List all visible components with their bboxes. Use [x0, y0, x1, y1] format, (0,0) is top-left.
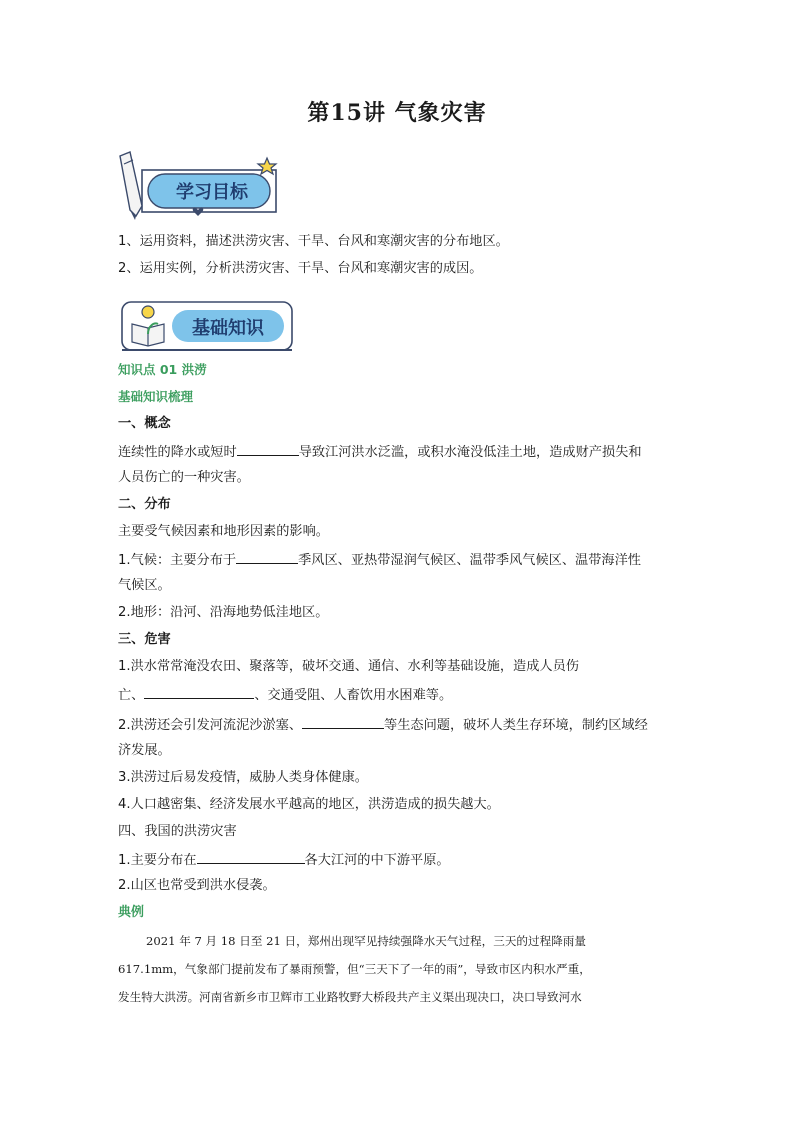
harm2-line-2: 济发展。 [118, 743, 171, 758]
distribution-intro: 主要受气候因素和地形因素的影响。 [118, 524, 329, 539]
objectives-badge-label: 学习目标 [176, 182, 248, 203]
concept-line-2: 人员伤亡的一种灾害。 [118, 470, 250, 485]
harm3-line: 3.洪涝过后易发疫情，威胁人类身体健康。 [118, 770, 368, 785]
harm4-line: 4.人口越密集、经济发展水平越高的地区，洪涝造成的损失越大。 [118, 797, 500, 812]
heading-china: 四、我国的洪涝灾害 [118, 824, 237, 839]
blank-field[interactable] [236, 549, 298, 564]
blank-field[interactable] [302, 714, 384, 729]
terrain-line: 2.地形：沿河、沿海地势低洼地区。 [118, 605, 329, 620]
knowledge-point-heading: 知识点 01 洪涝 [118, 362, 207, 377]
concept-line-1: 连续性的降水或短时 导致江河洪水泛滥，或积水淹没低洼土地，造成财产损失和 [118, 441, 642, 463]
china2-line: 2.山区也常受到洪水侵袭。 [118, 878, 276, 893]
basics-badge-label: 基础知识 [192, 318, 264, 339]
example-label: 典例 [118, 905, 145, 920]
harm1-line-1: 1.洪水常常淹没农田、聚落等，破坏交通、通信、水利等基础设施，造成人员伤 [118, 659, 579, 674]
page-title: 第15讲 气象灾害 [307, 100, 487, 126]
blank-field[interactable] [197, 849, 305, 864]
objective-1: 1、运用资料，描述洪涝灾害、干旱、台风和寒潮灾害的分布地区。 [118, 234, 509, 249]
section-label: 基础知识梳理 [118, 389, 194, 404]
china1-line: 1.主要分布在 各大江河的中下游平原。 [118, 849, 450, 871]
pencil-icon [120, 152, 142, 220]
climate-line-1: 1.气候：主要分布于 季风区、亚热带湿润气候区、温带季风气候区、温带海洋性 [118, 549, 641, 571]
heading-concept: 一、概念 [118, 416, 171, 431]
example-line-1: 2021 年 7 月 18 日至 21 日，郑州出现罕见持续强降水天气过程，三天的过程降雨量 [146, 934, 586, 948]
basics-badge [118, 298, 296, 356]
heading-distribution: 二、分布 [118, 497, 171, 512]
heading-harm: 三、危害 [118, 632, 171, 647]
blank-field[interactable] [237, 441, 299, 456]
climate-line-2: 气候区。 [118, 578, 171, 593]
harm1-line-2: 亡、 、交通受阻、人畜饮用水困难等。 [118, 684, 452, 706]
example-line-3: 发生特大洪涝。河南省新乡市卫辉市工业路牧野大桥段共产主义渠出现决口，决口导致河水 [118, 990, 582, 1004]
objectives-badge [116, 150, 286, 222]
example-line-2: 617.1mm，气象部门提前发布了暴雨预警，但“三天下了一年的雨”，导致市区内积水严重， [118, 962, 591, 976]
objective-2: 2、运用实例，分析洪涝灾害、干旱、台风和寒潮灾害的成因。 [118, 261, 483, 276]
blank-field[interactable] [144, 684, 254, 699]
harm2-line-1: 2.洪涝还会引发河流泥沙淤塞、 等生态问题，破坏人类生存环境，制约区域经 [118, 714, 648, 736]
